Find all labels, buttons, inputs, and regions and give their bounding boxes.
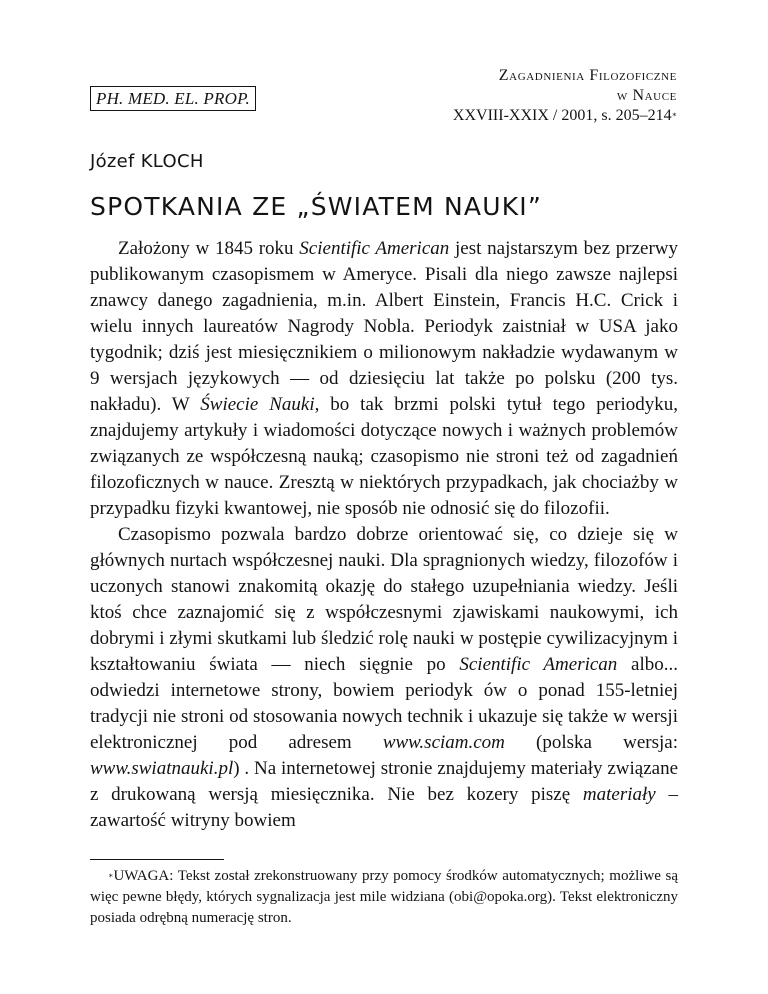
journal-volume [453,106,677,126]
classification-box [90,86,256,111]
p1-text-3: , bo tak brzmi polski tytuł tego periodyku, znajdujemy artykuły i wiadomości dotyczące nowych i ważnych problemów związanych ze współczesną nauką; czasopismo nie stroni też od zagadnień filozoficznych w nauce. Zresztą w niektórych przypadkach, jak chociażby w przypadku fizyki kwantowej, nie sposób nie odnosić się do filozofii. [90,394,679,519]
p2-text-4: ) . Na internetowej stronie znajdujemy materiały związane z drukowaną wersją miesięcznika. Nie bez kozery piszę [90,758,678,805]
journal-footnote-marker: ∗ [671,110,677,119]
p1-italic-journal: Scientific American [299,238,450,259]
p2-italic-url-swiatnauki: www.swiatnauki.pl [90,758,234,779]
p1-text-1: Założony w 1845 roku [118,238,300,259]
footnote-rule [90,859,224,860]
p2-text-3: (polska wersja: [504,732,678,753]
journal-header [453,66,677,126]
journal-subtitle: w Nauce [616,87,677,104]
journal-volume-text: XXVIII-XXIX / 2001, s. 205–214 [452,107,672,124]
article-body [90,236,678,834]
author-name: Józef KLOCH [90,151,204,172]
p2-italic-journal: Scientific American [459,654,618,675]
paragraph-1 [90,236,678,522]
article-title: SPOTKANIA ZE „ŚWIATEM NAUKI” [90,192,543,221]
p1-text-2: jest najstarszym bez przerwy publikowanym czasopismem w Ameryce. Pisali dla niego zawsze najlepsi znawcy danego zagadnienia, m.in. Albert Einstein, Francis H.C. Crick i wielu innych laureatów Nagrody Nobla. Periodyk zaistniał w USA jako tygodnik; dziś jest miesięcznikiem o milionowym nakładzie wydawanym w 9 wersjach językowych — od dziesięciu lat także po polsku (200 tys. nakładu). W [90,238,678,415]
journal-title: Zagadnienia Filozoficzne [498,67,677,84]
p2-text-1: Czasopismo pozwala bardzo dobrze orientować się, co dzieje się w głównych nurtach współczesnej nauki. Dla spragnionych wiedzy, filozofów i uczonych stanowi znakomitą okazję do stałego uzupełniania wiedzy. Jeśli ktoś chce zaznajomić się z współczesnymi zjawiskami naukowymi, ich dobrymi i złymi skutkami lub śledzić rolę nauki w postępie cywilizacyjnym i kształtowaniu świata — niech sięgnie po [90,524,678,675]
footnote-text: UWAGA: Tekst został zrekonstruowany przy pomocy środków automatycznych; możliwe są więc pewne błędy, których sygnalizacja jest mile widziana (obi@opoka.org). Tekst elektroniczny posiada odrębną numerację stron. [90,868,678,926]
p2-italic-materialy: materiały [582,784,656,805]
p2-italic-url-sciam: www.sciam.com [382,732,505,753]
footnote [90,866,678,929]
p2-text-2: albo... odwiedzi internetowe strony, bowiem periodyk ów o ponad 155-letniej tradycji nie stroni od stosowania nowych technik i ukazuje się także w wersji elektronicznej pod adresem [90,654,678,753]
classification-label: PH. MED. EL. PROP. [96,89,250,108]
footnote-marker: ∗ [108,871,114,880]
paragraph-2 [90,522,678,834]
p1-italic-swiat-nauki: Świecie Nauki [200,394,315,415]
p2-text-5: – zawartość witryny bowiem [90,784,678,831]
